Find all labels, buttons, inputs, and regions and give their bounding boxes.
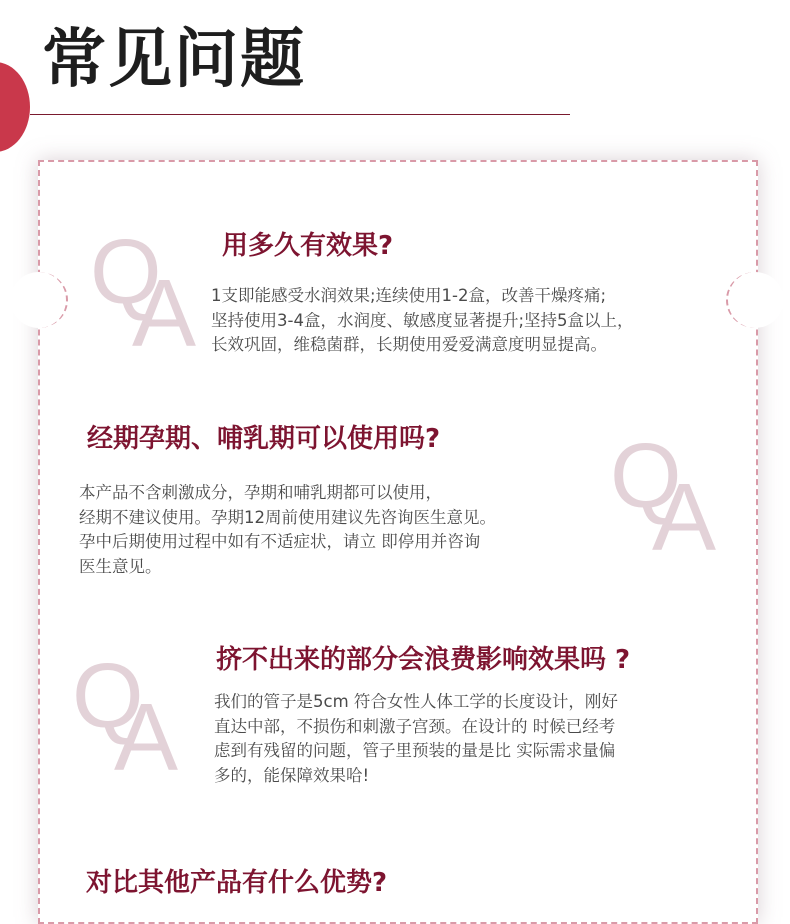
qa-watermark-icon: Q A: [90, 221, 197, 367]
faq-question: 经期孕期、哺乳期可以使用吗?: [87, 424, 441, 454]
faq-question: 用多久有效果?: [222, 231, 394, 261]
answer-line: 直达中部，不损伤和刺激子宫颈。在设计的 时候已经考: [214, 716, 616, 736]
page-title: 常见问题: [42, 23, 306, 97]
answer-line: 坚持使用3-4盒，水润度、敏感度显著提升;坚持5盒以上，: [211, 310, 634, 330]
faq-answer: [211, 284, 634, 358]
answer-line: 孕中后期使用过程中如有不适症状，请立 即停用并咨询: [79, 532, 481, 551]
faq-question: 挤不出来的部分会浪费影响效果吗 ?: [216, 645, 631, 675]
answer-line: 本产品不含刺激成分，孕期和哺乳期都可以使用，: [79, 483, 442, 502]
answer-line: 虑到有残留的问题，管子里预装的量是比 实际需求量偏: [214, 741, 616, 760]
answer-line: 我们的管子是5cm 符合女性人体工学的长度设计，刚好: [214, 692, 618, 711]
faq-question: 对比其他产品有什么优势?: [86, 868, 388, 898]
title-divider: [30, 114, 570, 115]
corner-accent-shape: [0, 62, 30, 152]
qa-watermark-icon: Q A: [72, 645, 179, 791]
answer-line: 长效巩固，维稳菌群，长期使用爱爱满意度明显提高。: [211, 335, 607, 354]
answer-line: 1支即能感受水润效果;连续使用1-2盒，改善干燥疼痛;: [211, 286, 607, 305]
answer-line: 经期不建议使用。孕期12周前使用建议先咨询医生意见。: [79, 507, 496, 527]
ticket-notch-right: [726, 272, 784, 328]
faq-answer: [214, 690, 618, 788]
answer-line: 多的，能保障效果哈!: [214, 765, 370, 785]
faq-answer: [79, 481, 496, 579]
answer-line: 医生意见。: [79, 556, 162, 576]
qa-watermark-icon: Q A: [610, 425, 717, 571]
ticket-notch-left: [10, 272, 68, 328]
